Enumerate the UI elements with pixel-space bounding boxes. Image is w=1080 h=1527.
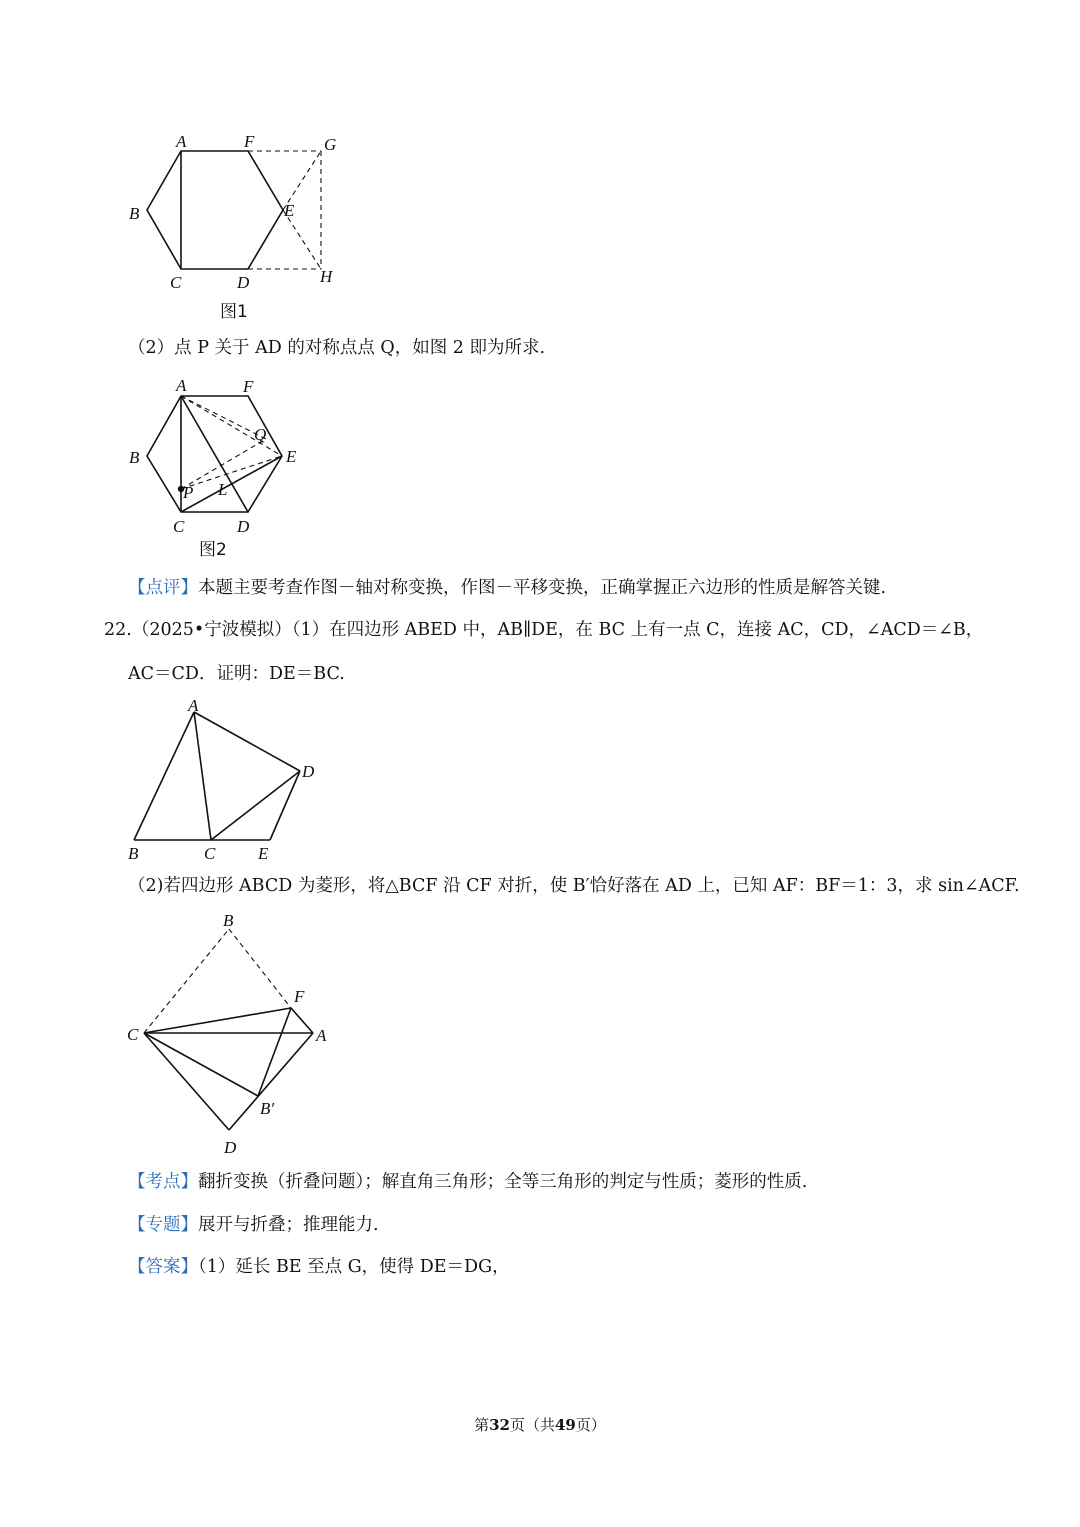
footer-prefix: 第 <box>474 1416 490 1434</box>
comment-text: 本题主要考查作图－轴对称变换，作图－平移变换，正确掌握正六边形的性质是解答关键. <box>198 578 887 598</box>
label-E: E <box>258 844 269 863</box>
paragraph-part-2: （2）点 P 关于 AD 的对称点点 Q，如图 2 即为所求. <box>128 338 546 358</box>
label-B: B <box>128 844 139 863</box>
footer-suffix: 页） <box>575 1416 606 1434</box>
question-22-line-2: AC＝CD．证明：DE＝BC. <box>128 664 345 684</box>
label-B-prime: B′ <box>260 1099 275 1118</box>
label-A: A <box>176 132 187 151</box>
label-D: D <box>302 762 315 781</box>
figure-1-hexagon <box>120 128 360 328</box>
label-F: F <box>294 987 305 1006</box>
kaodian-tag: 【考点】 <box>128 1172 198 1192</box>
answer-text: （1）延长 BE 至点 G，使得 DE＝DG， <box>198 1257 510 1277</box>
label-Q: Q <box>254 425 267 444</box>
label-G: G <box>324 135 337 154</box>
kaodian-paragraph <box>128 1170 807 1194</box>
label-H: H <box>320 267 333 286</box>
label-B: B <box>129 448 140 467</box>
label-D: D <box>237 273 250 292</box>
current-page-number: 32 <box>489 1416 510 1434</box>
question-22-line-1: 22.（2025•宁波模拟）（1）在四边形 ABED 中，AB∥DE，在 BC 上有一点 C，连接 AC，CD，∠ACD＝∠B， <box>104 620 984 640</box>
label-P: P <box>183 483 194 502</box>
label-D: D <box>224 1138 237 1157</box>
zhuanti-text: 展开与折叠；推理能力. <box>198 1215 379 1235</box>
zhuanti-tag: 【专题】 <box>128 1215 198 1235</box>
label-E: E <box>286 447 297 466</box>
answer-tag: 【答案】 <box>128 1257 198 1277</box>
label-B: B <box>223 911 234 930</box>
label-E: E <box>284 201 295 220</box>
label-F: F <box>244 132 255 151</box>
figure-2-hexagon <box>120 372 320 562</box>
label-C: C <box>170 273 182 292</box>
figure-2-caption: 图2 <box>199 540 227 560</box>
answer-paragraph <box>128 1255 510 1279</box>
label-L: L <box>218 480 228 499</box>
label-A: A <box>316 1026 327 1045</box>
label-F: F <box>243 377 254 396</box>
label-A: A <box>176 376 187 395</box>
label-A: A <box>188 696 199 715</box>
label-C: C <box>127 1025 139 1044</box>
label-C: C <box>204 844 216 863</box>
label-C: C <box>173 517 185 536</box>
comment-tag: 【点评】 <box>128 578 198 598</box>
figure-3-quadrilateral <box>120 694 330 864</box>
zhuanti-paragraph <box>128 1213 379 1237</box>
total-page-count: 49 <box>555 1416 576 1434</box>
figure-4-rhombus-fold <box>120 906 340 1166</box>
footer-mid: 页（共 <box>509 1416 555 1434</box>
label-B: B <box>129 204 140 223</box>
comment-paragraph <box>128 576 886 600</box>
label-D: D <box>237 517 250 536</box>
page-footer <box>0 1414 1080 1435</box>
figure-1-caption: 图1 <box>220 302 248 322</box>
paragraph-part-2-rhombus: （2)若四边形 ABCD 为菱形，将△BCF 沿 CF 对折，使 B′恰好落在 AD 上，已知 AF：BF＝1：3，求 sin∠ACF. <box>128 876 1020 896</box>
kaodian-text: 翻折变换（折叠问题）；解直角三角形；全等三角形的判定与性质；菱形的性质. <box>198 1172 808 1192</box>
